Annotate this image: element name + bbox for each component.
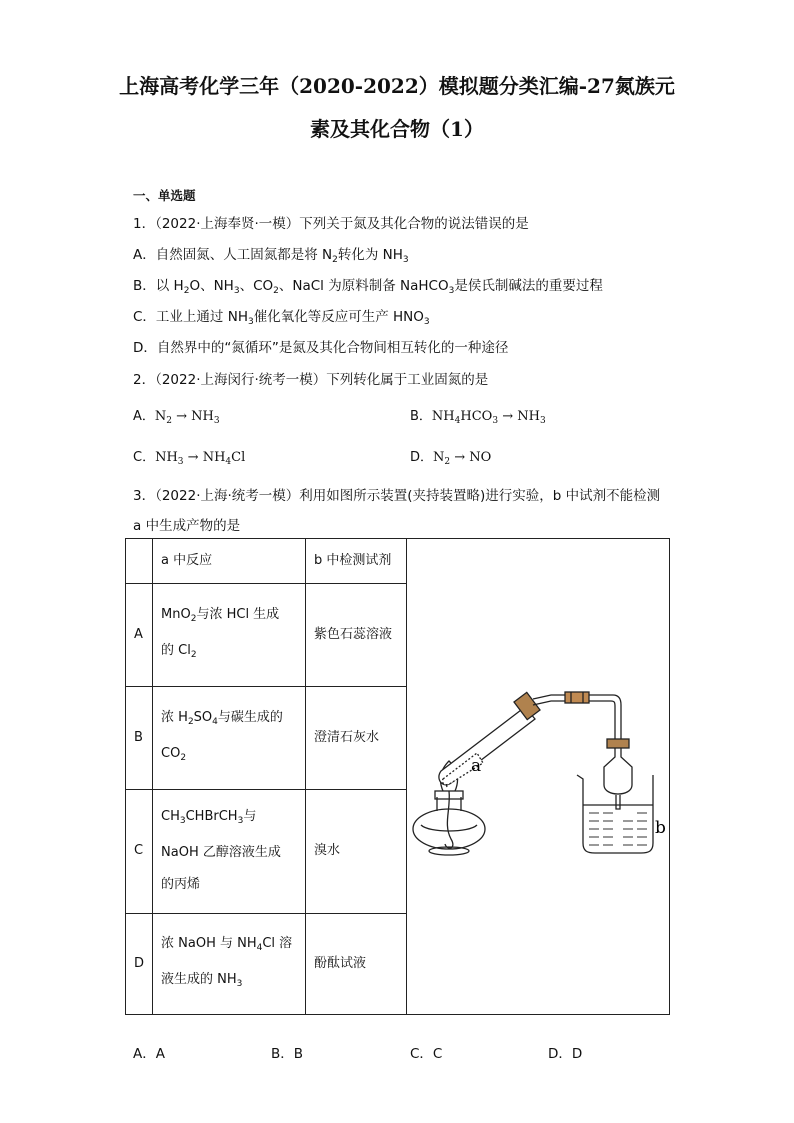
table-row-a: A MnO$_2$与浓 HCl 生成 的 $Cl_2$ 紫色石蕊溶液 — [126, 584, 670, 686]
q2-option-b[interactable]: B．$NH_4HCO_3 \to NH_3$ — [410, 409, 546, 426]
row-c-reaction: $CH_3CHBrCH_3$与 NaOH 乙醇溶液生成 的丙烯 — [153, 789, 306, 913]
row-d-reaction: 浓 NaOH 与 $NH_4Cl$ 溶 液生成的 $NH_3$ — [153, 913, 306, 1014]
beaker-liquid — [589, 813, 647, 845]
header-reagent: b 中检测试剂 — [306, 539, 407, 584]
q3-table — [125, 538, 670, 1015]
q3-stem-2: a 中生成产物的是 — [133, 518, 241, 534]
delivery-tube — [533, 692, 621, 739]
answer-a[interactable]: A．A — [133, 1046, 165, 1062]
q2-option-a[interactable]: A．$N_2 \to NH_3$ — [133, 409, 220, 426]
row-a-reagent: 紫色石蕊溶液 — [306, 584, 407, 686]
header-reaction: a 中反应 — [153, 539, 306, 584]
title-line-1: 上海高考化学三年（2020-2022）模拟题分类汇编-27氮族元 — [119, 74, 675, 98]
inverted-funnel — [604, 739, 632, 809]
q2-option-d[interactable]: D．$N_2$ → NO — [410, 450, 492, 467]
q2-option-c[interactable]: C．$NH_3 \to NH_4Cl$ — [133, 450, 246, 467]
beaker — [577, 775, 653, 853]
apparatus-diagram — [407, 539, 669, 1001]
row-c-reagent: 溴水 — [306, 789, 407, 913]
row-a-reaction: MnO$_2$与浓 HCl 生成 的 $Cl_2$ — [153, 584, 306, 686]
answer-d[interactable]: D．D — [548, 1046, 583, 1062]
q2-stem: 2．（2022·上海闵行·统考一模）下列转化属于工业固氮的是 — [133, 372, 489, 388]
answer-c[interactable]: C．C — [410, 1046, 443, 1062]
title-line-2: 素及其化合物（1） — [310, 117, 484, 141]
q1-option-c[interactable]: C．工业上通过 $NH_3$催化氧化等反应可生产 $HNO_3$ — [133, 309, 430, 327]
row-b-reagent: 澄清石灰水 — [306, 686, 407, 789]
q1-option-d[interactable]: D．自然界中的“氮循环”是氮及其化合物间相互转化的一种途径 — [133, 340, 509, 356]
row-d-reagent: 酚酞试液 — [306, 913, 407, 1014]
label-b: b — [655, 818, 666, 838]
q1-option-b[interactable]: B．以 $H_2O$、$NH_3$、$CO_2$、NaCl 为原料制备 NaHCO$_3$是侯氏制碱法的重要过程 — [133, 278, 603, 296]
q3-stem-1: 3．（2022·上海·统考一模）利用如图所示装置(夹持装置略)进行实验，b 中试剂不能检测 — [133, 488, 661, 504]
label-a: a — [471, 756, 482, 776]
q1-stem: 1．（2022·上海奉贤·一模）下列关于氮及其化合物的说法错误的是 — [133, 216, 529, 232]
q1-option-a[interactable]: A．自然固氮、人工固氮都是将 $N_2$转化为 $NH_3$ — [133, 247, 409, 265]
table-row-b: B 浓 $H_2SO_4$与碳生成的 $CO_2$ 澄清石灰水 — [126, 686, 670, 789]
row-b-reaction: 浓 $H_2SO_4$与碳生成的 $CO_2$ — [153, 686, 306, 789]
table-row-d: D 浓 NaOH 与 $NH_4Cl$ 溶 液生成的 $NH_3$ 酚酞试液 — [126, 913, 670, 1014]
table-row-c: C $CH_3CHBrCH_3$与 NaOH 乙醇溶液生成 的丙烯 溴水 — [126, 789, 670, 913]
test-tube — [439, 692, 540, 784]
answer-b[interactable]: B．B — [271, 1046, 304, 1062]
section-heading: 一、单选题 — [133, 188, 196, 203]
table-corner — [126, 539, 153, 584]
apparatus-cell — [407, 539, 670, 1015]
